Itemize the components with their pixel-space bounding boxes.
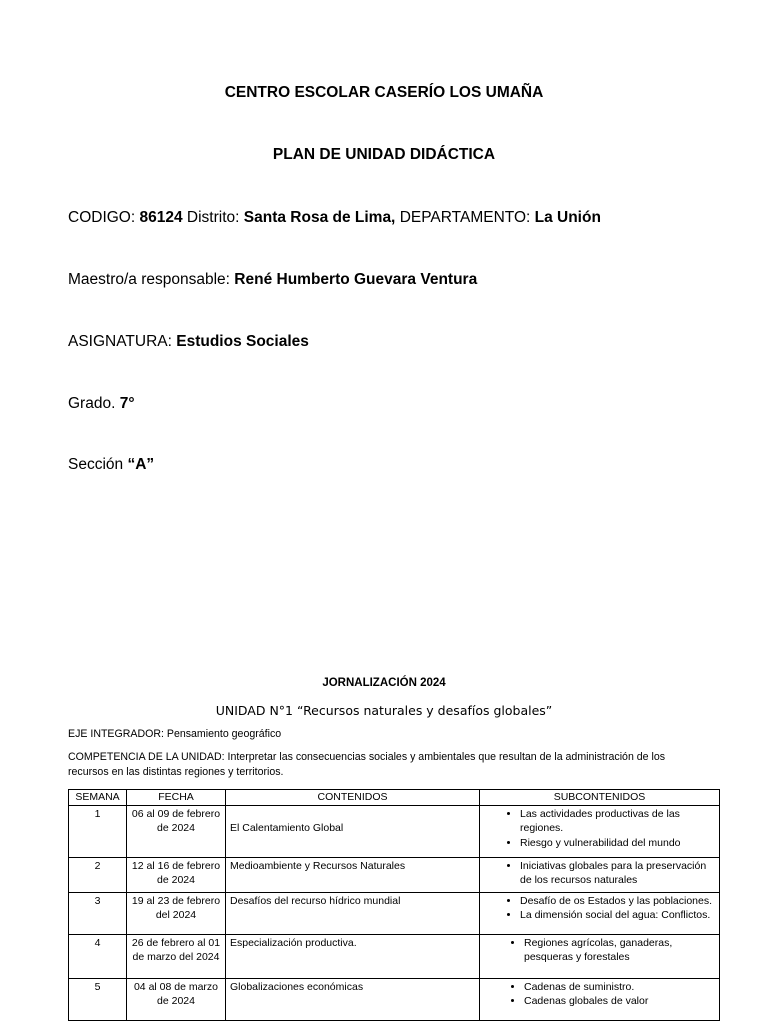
subcontenido-cell bbox=[480, 892, 720, 934]
subcontenido-item: • La dimensión social del agua: Conflictos. bbox=[520, 908, 715, 923]
col-fecha: FECHA bbox=[127, 790, 226, 806]
asignatura-label: ASIGNATURA: bbox=[68, 333, 172, 350]
contenido-cell: Medioambiente y Recursos Naturales bbox=[226, 857, 480, 892]
contenido-cell: Globalizaciones económicas bbox=[226, 978, 480, 1020]
semana-cell: 1 bbox=[69, 805, 127, 857]
fecha-cell: 26 de febrero al 01 de marzo del 2024 bbox=[127, 934, 226, 978]
seccion-line bbox=[68, 456, 154, 474]
maestro-line bbox=[68, 271, 477, 289]
maestro-value: René Humberto Guevara Ventura bbox=[234, 271, 478, 288]
subcontenido-item: • Desafío de os Estados y las poblaciones. bbox=[520, 894, 715, 909]
plan-title: PLAN DE UNIDAD DIDÁCTICA bbox=[272, 146, 496, 163]
subcontenido-cell bbox=[480, 934, 720, 978]
fecha-cell: 06 al 09 de febrero de 2024 bbox=[127, 805, 226, 857]
subcontenido-cell bbox=[480, 857, 720, 892]
codigo-value: 86124 bbox=[139, 209, 183, 226]
unidad-title: UNIDAD N°1 “Recursos naturales y desafíos globales” bbox=[215, 703, 553, 718]
table-row bbox=[69, 934, 720, 978]
contenido-cell: El Calentamiento Global bbox=[226, 805, 480, 857]
subcontenido-item: • Cadenas de suministro. bbox=[524, 980, 715, 995]
fecha-cell: 04 al 08 de marzo de 2024 bbox=[127, 978, 226, 1020]
grado-label: Grado. bbox=[68, 395, 116, 412]
contenido-cell: Especialización productiva. bbox=[226, 934, 480, 978]
semana-cell: 3 bbox=[69, 892, 127, 934]
subcontenido-item: • Las actividades productivas de las regiones. bbox=[520, 807, 715, 836]
fecha-cell: 19 al 23 de febrero del 2024 bbox=[127, 892, 226, 934]
semana-cell: 2 bbox=[69, 857, 127, 892]
fecha-cell: 12 al 16 de febrero de 2024 bbox=[127, 857, 226, 892]
departamento-value: La Unión bbox=[534, 209, 601, 226]
jornalizacion-title: JORNALIZACIÓN 2024 bbox=[322, 677, 446, 689]
distrito-label: Distrito: bbox=[186, 209, 240, 226]
subcontenido-item: • Riesgo y vulnerabilidad del mundo bbox=[520, 836, 715, 851]
subcontenido-item: • Regiones agrícolas, ganaderas, pesqueras y forestales bbox=[524, 936, 715, 965]
jornalizacion-table bbox=[68, 789, 720, 1021]
codigo-label: CODIGO: bbox=[68, 209, 136, 226]
col-contenidos: CONTENIDOS bbox=[226, 790, 480, 806]
asignatura-value: Estudios Sociales bbox=[176, 333, 309, 350]
eje-integrador: EJE INTEGRADOR: Pensamiento geográfico bbox=[68, 728, 282, 740]
codigo-line bbox=[68, 209, 601, 227]
competencia-unidad: COMPETENCIA DE LA UNIDAD: Interpretar las consecuencias sociales y ambientales que resultan de la administración de los recursos en las distintas regiones y territorios. bbox=[68, 751, 666, 778]
school-name: CENTRO ESCOLAR CASERÍO LOS UMAÑA bbox=[224, 84, 544, 101]
contenido-cell: Desafíos del recurso hídrico mundial bbox=[226, 892, 480, 934]
asignatura-line bbox=[68, 333, 309, 351]
subcontenido-item: • Cadenas globales de valor bbox=[524, 994, 715, 1009]
subcontenido-item: • Iniciativas globales para la preservación de los recursos naturales bbox=[520, 859, 715, 888]
departamento-label: DEPARTAMENTO: bbox=[399, 209, 531, 226]
table-header-row bbox=[69, 790, 720, 806]
maestro-label: Maestro/a responsable: bbox=[68, 271, 230, 288]
distrito-value: Santa Rosa de Lima, bbox=[243, 209, 396, 226]
seccion-label: Sección bbox=[68, 456, 124, 473]
table-row bbox=[69, 892, 720, 934]
subcontenido-cell bbox=[480, 978, 720, 1020]
table-row bbox=[69, 978, 720, 1020]
col-semana: SEMANA bbox=[69, 790, 127, 806]
col-subcontenidos: SUBCONTENIDOS bbox=[480, 790, 720, 806]
grado-line bbox=[68, 395, 135, 413]
grado-value: 7° bbox=[119, 395, 135, 412]
seccion-value: “A” bbox=[127, 456, 155, 473]
semana-cell: 5 bbox=[69, 978, 127, 1020]
subcontenido-cell bbox=[480, 805, 720, 857]
table-row bbox=[69, 805, 720, 857]
semana-cell: 4 bbox=[69, 934, 127, 978]
table-row bbox=[69, 857, 720, 892]
